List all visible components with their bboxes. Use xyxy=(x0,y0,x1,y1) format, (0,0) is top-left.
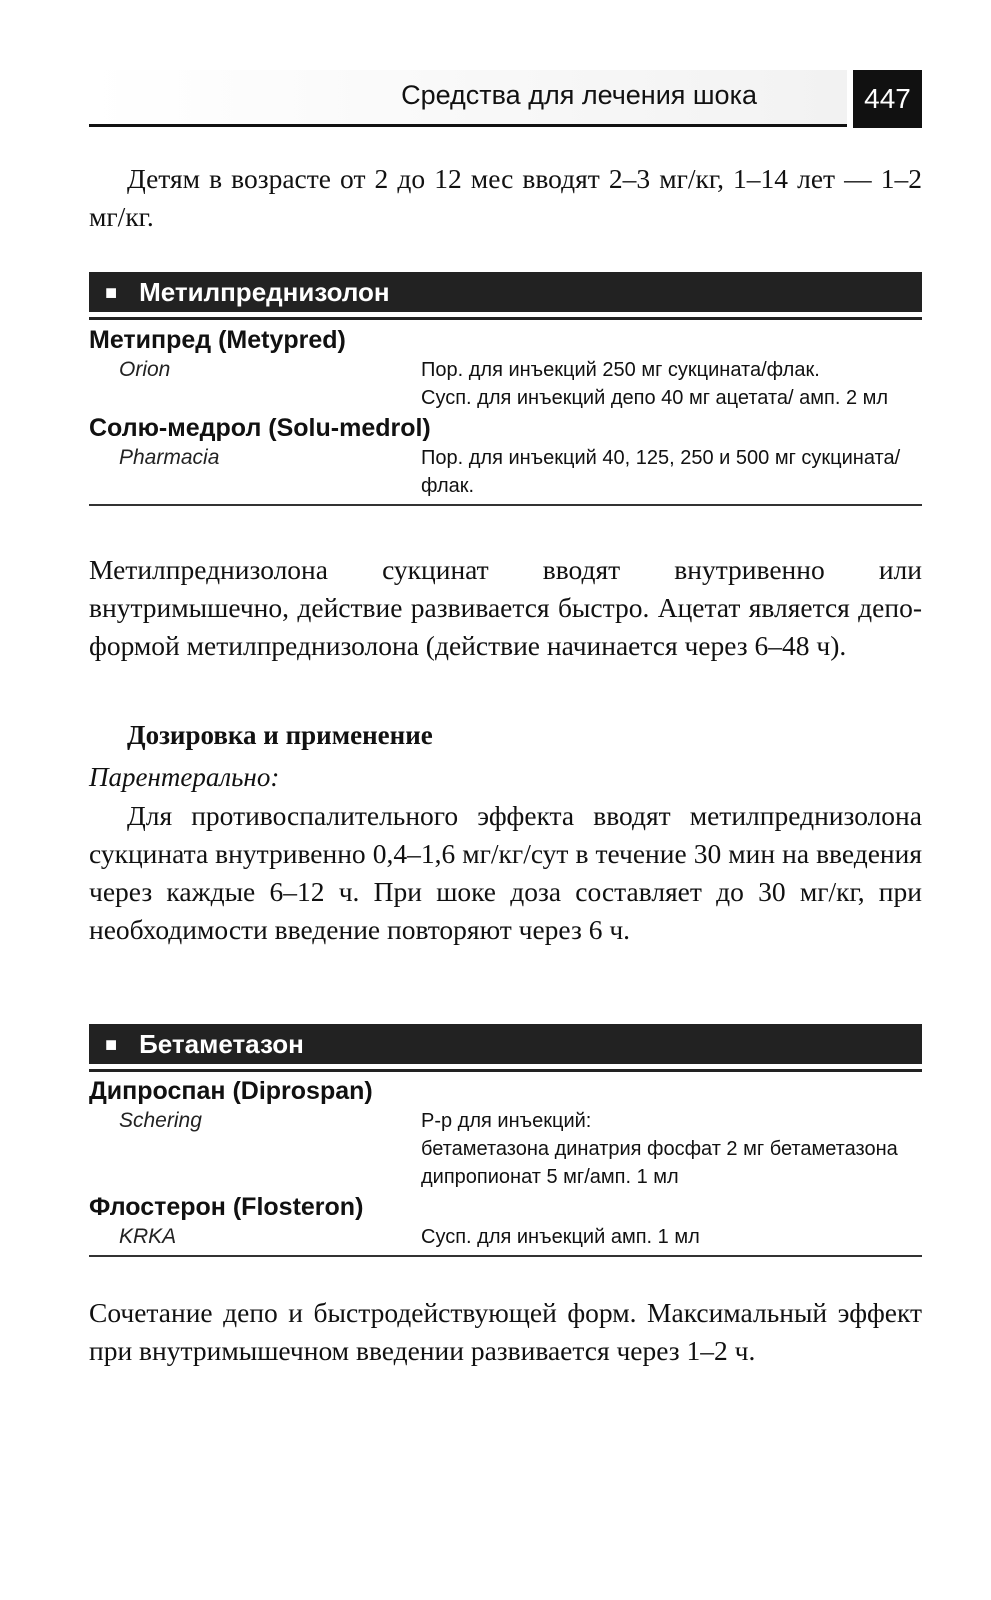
header-bar xyxy=(89,70,847,127)
dosage-form: Пор. для инъекций 40, 125, 250 и 500 мг сукцината/флак. xyxy=(421,447,901,497)
section-title: Метилпреднизолон xyxy=(139,277,390,307)
square-bullet-icon: ■ xyxy=(105,1034,118,1056)
dosage-form: Сусп. для инъекций депо 40 мг ацетата/ амп. 2 мл xyxy=(421,387,889,409)
drug-name: Флостерон (Flosteron) xyxy=(89,1193,364,1221)
drug-row xyxy=(89,1107,922,1191)
page-number: 447 xyxy=(853,70,922,128)
dosage-form: Сусп. для инъекций амп. 1 мл xyxy=(421,1226,700,1248)
route-label: Парентерально: xyxy=(89,762,280,792)
drug-row xyxy=(89,444,922,504)
description-paragraph: Сочетание депо и быстродействующей форм. Максимальный эффект при внутримышечном введении развивается через 1–2 ч. xyxy=(89,1297,922,1366)
drug-name: Дипроспан (Diprospan) xyxy=(89,1077,373,1105)
drug-name: Солю-медрол (Solu-medrol) xyxy=(89,414,431,442)
dosage-heading: Дозировка и применение xyxy=(127,720,433,750)
square-bullet-icon: ■ xyxy=(105,282,118,304)
drug-list-methylprednisolone xyxy=(89,324,922,506)
manufacturer: KRKA xyxy=(119,1225,177,1248)
dosage-form: Пор. для инъекций 250 мг сукцината/флак. xyxy=(421,359,820,381)
manufacturer: Pharmacia xyxy=(119,446,220,469)
drug-row xyxy=(89,1223,922,1255)
drug-row xyxy=(89,356,922,412)
manufacturer: Orion xyxy=(119,358,171,381)
drug-name: Метипред (Metypred) xyxy=(89,326,346,354)
section-title: Бетаметазон xyxy=(139,1029,304,1059)
dosage-form: Р-р для инъекций: xyxy=(421,1110,592,1132)
section-heading-betamethasone xyxy=(89,1024,922,1069)
description-paragraph: Метилпреднизолона сукцинат вводят внутривенно или внутримышечно, действие развивается быстро. Ацетат является депо-формой метилпреднизолона (действие начинается через 6–48 ч). xyxy=(89,554,922,661)
running-header xyxy=(89,70,922,128)
dosage-paragraph: Для противоспалительного эффекта вводят метилпреднизолона сукцината внутривенно 0,4–1,6 мг/кг/сут в течение 30 мин на введения через каждые 6–12 ч. При шоке доза составляет до 30 мг/кг, при необходимости введение повторяют через 6 ч. xyxy=(89,800,922,945)
manufacturer: Schering xyxy=(119,1109,202,1132)
header-title: Средства для лечения шока xyxy=(401,80,757,110)
drug-list-betamethasone xyxy=(89,1075,922,1257)
dosage-form: бетаметазона динатрия фосфат 2 мг бетаметазона дипропионат 5 мг/амп. 1 мл xyxy=(421,1138,898,1188)
section-heading-methylprednisolone xyxy=(89,272,922,317)
intro-paragraph: Детям в возрасте от 2 до 12 мес вводят 2–3 мг/кг, 1–14 лет — 1–2 мг/кг. xyxy=(89,163,922,232)
